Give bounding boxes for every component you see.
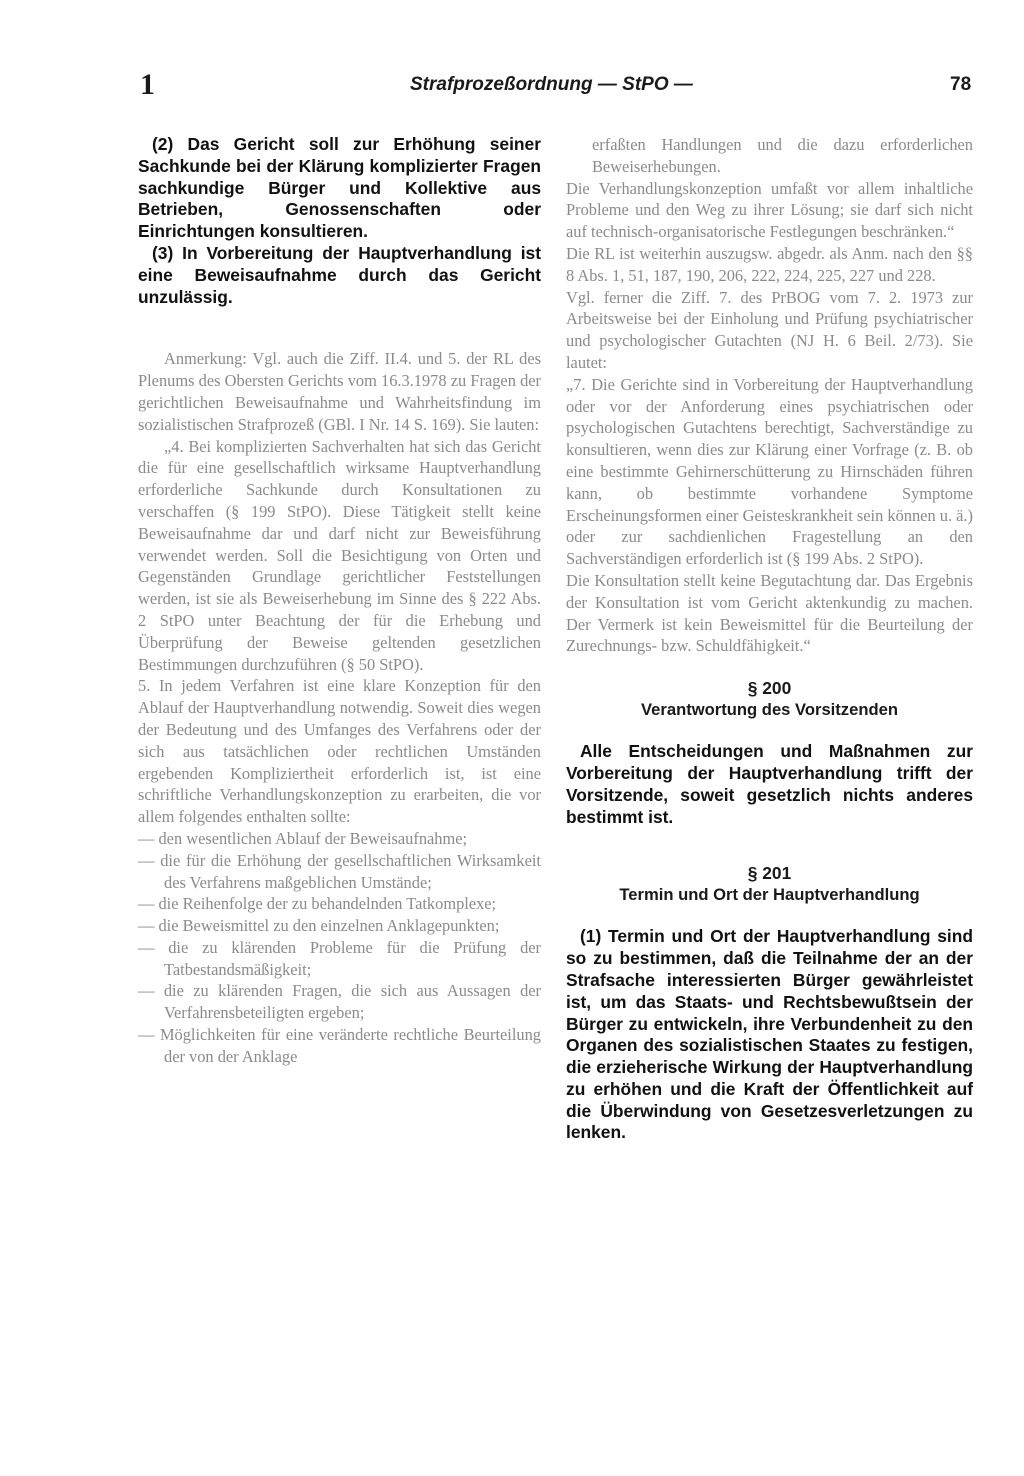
section-200-title: Verantwortung des Vorsitzenden	[641, 700, 898, 720]
list-item: — den wesentlichen Ablauf der Beweisaufnahme;	[138, 828, 468, 848]
annotation-intro: Anmerkung: Vgl. auch die Ziff. II.4. und 5. der RL des Plenums des Obersten Gerichts vom 16.3.1978 zu Fragen der gerichtlichen Beweisaufnahme und Wahrheitsfindung im sozialistischen Strafprozeß (GBl. I Nr. 14 S. 169). Sie lauten:	[138, 349, 541, 434]
list-item: — die zu klärenden Probleme für die Prüfung der Tatbestandsmäßigkeit;	[138, 937, 541, 979]
list-item: — die für die Erhöhung der gesellschaftlichen Wirksamkeit des Verfahrens maßgeblichen Umstände;	[138, 850, 541, 892]
running-header-title: Strafprozeßordnung — StPO —	[410, 74, 693, 95]
section-201-number: § 201	[747, 863, 792, 884]
section-200-number: § 200	[747, 678, 792, 699]
list-item: — die Beweismittel zu den einzelnen Anklagepunkten;	[138, 916, 500, 936]
paragraph-3: (3) In Vorbereitung der Hauptverhandlung ist eine Beweisaufnahme durch das Gericht unzulässig.	[138, 242, 541, 307]
list-item: — Möglichkeiten für eine veränderte rechtliche Beurteilung der von der Anklage	[138, 1025, 541, 1066]
list-item: — die zu klärenden Fragen, die sich aus Aussagen der Verfahrensbeteiligten ergeben;	[138, 981, 541, 1023]
page-number: 78	[950, 74, 972, 95]
annotation-concept: Die Verhandlungskonzeption umfaßt vor allem inhaltliche Probleme und den Weg zu ihrer Lösung; sie darf sich nicht auf technisch-organisatorische Festlegungen beschränken.“	[566, 178, 973, 242]
annotation-item-7: „7. Die Gerichte sind in Vorbereitung der Hauptverhandlung oder vor der Anforderung eines psychiatrischen oder psychologischen Gutachtens berechtigt, Sachverständige zu konsultieren, wenn dies zur Klärung einer Vorfrage (z. B. ob eine bestimmte Gehirnerschütterung zu Hirnschäden führen kann, ob bestimmte vorhandene Symptome Erscheinungsformen einer Geisteskrankheit sein können u. ä.) oder zur sachdienlichen Fragestellung an den Sachverständigen erforderlich ist (§ 199 Abs. 2 StPO).	[566, 374, 973, 569]
chapter-number: 1	[140, 68, 155, 101]
right-column	[566, 134, 973, 1144]
section-201-title: Termin und Ort der Hauptverhandlung	[619, 885, 920, 905]
section-200-text: Alle Entscheidungen und Maßnahmen zur Vorbereitung der Hauptverhandlung trifft der Vorsitzende, soweit gesetzlich nichts anderes bestimmt ist.	[566, 741, 973, 827]
paragraph-2: (2) Das Gericht soll zur Erhöhung seiner Sachkunde bei der Klärung komplizierter Fragen sachkundige Bürger und Kollektive aus Betrieben, Genossenschaften oder Einrichtungen konsultieren.	[138, 134, 541, 242]
list-item: — die Reihenfolge der zu behandelnden Tatkomplexe;	[138, 894, 497, 914]
annotation-item-5: 5. In jedem Verfahren ist eine klare Konzeption für den Ablauf der Hauptverhandlung notwendig. Soweit dies wegen der Bedeutung und des Umfanges des Verfahrens oder der sich aus tatsächlichen oder rechtlichen Umständen ergebenden Kompliziertheit erforderlich ist, ist eine schriftliche Verhandlungskonzeption zu erarbeiten, die vor allem folgendes enthalten sollte:	[138, 676, 541, 827]
annotation-item-4: „4. Bei komplizierten Sachverhalten hat sich das Gericht die für eine gesellschaftlich wirksame Hauptverhandlung erforderliche Sachkunde durch Konsultationen zu verschaffen (§ 199 StPO). Diese Tätigkeit stellt keine Beweisaufnahme dar und darf nicht zur Beweisführung verwendet werden. Soll die Besichtigung von Orten und Gegenständen Grundlage gerichtlicher Feststellungen werden, ist sie als Beweiserhebung im Sinne des § 222 Abs. 2 StPO unter Beachtung der für die Erhebung und Überprüfung der Beweise geltenden gesetzlichen Bestimmungen durchzuführen (§ 50 StPO).	[138, 436, 541, 674]
section-201-text: (1) Termin und Ort der Hauptverhandlung sind so zu bestimmen, daß die Teilnahme der an der Strafsache interessierten Bürger gewährleistet ist, um das Staats- und Rechtsbewußtsein der Bürger zu entwickeln, ihre Verbundenheit zu den Organen des sozialistischen Staates zu festigen, die erzieherische Wirkung der Hauptverhandlung zu erhöhen und die Kraft der Öffentlichkeit auf die Überwindung von Gesetzesverletzungen zu lenken.	[566, 926, 973, 1143]
annotation-prbog: Vgl. ferner die Ziff. 7. des PrBOG vom 7. 2. 1973 zur Arbeitsweise bei der Einholung und Prüfung psychiatrischer und psychologischer Gutachten (NJ H. 6 Beil. 2/73). Sie lautet:	[566, 287, 973, 372]
annotation-continuation: erfaßten Handlungen und die dazu erforderlichen Beweiserhebungen.	[592, 135, 973, 176]
annotation-consultation: Die Konsultation stellt keine Begutachtung dar. Das Ergebnis der Konsultation ist vom Gericht aktenkundig zu machen. Der Vermerk ist kein Beweismittel für die Beurteilung der Zurechnungs- bzw. Schuldfähigkeit.“	[566, 570, 973, 656]
annotation-reference: Die RL ist weiterhin auszugsw. abgedr. als Anm. nach den §§ 8 Abs. 1, 51, 187, 190, 206, 222, 224, 225, 227 und 228.	[566, 243, 973, 285]
left-column	[138, 134, 541, 1068]
